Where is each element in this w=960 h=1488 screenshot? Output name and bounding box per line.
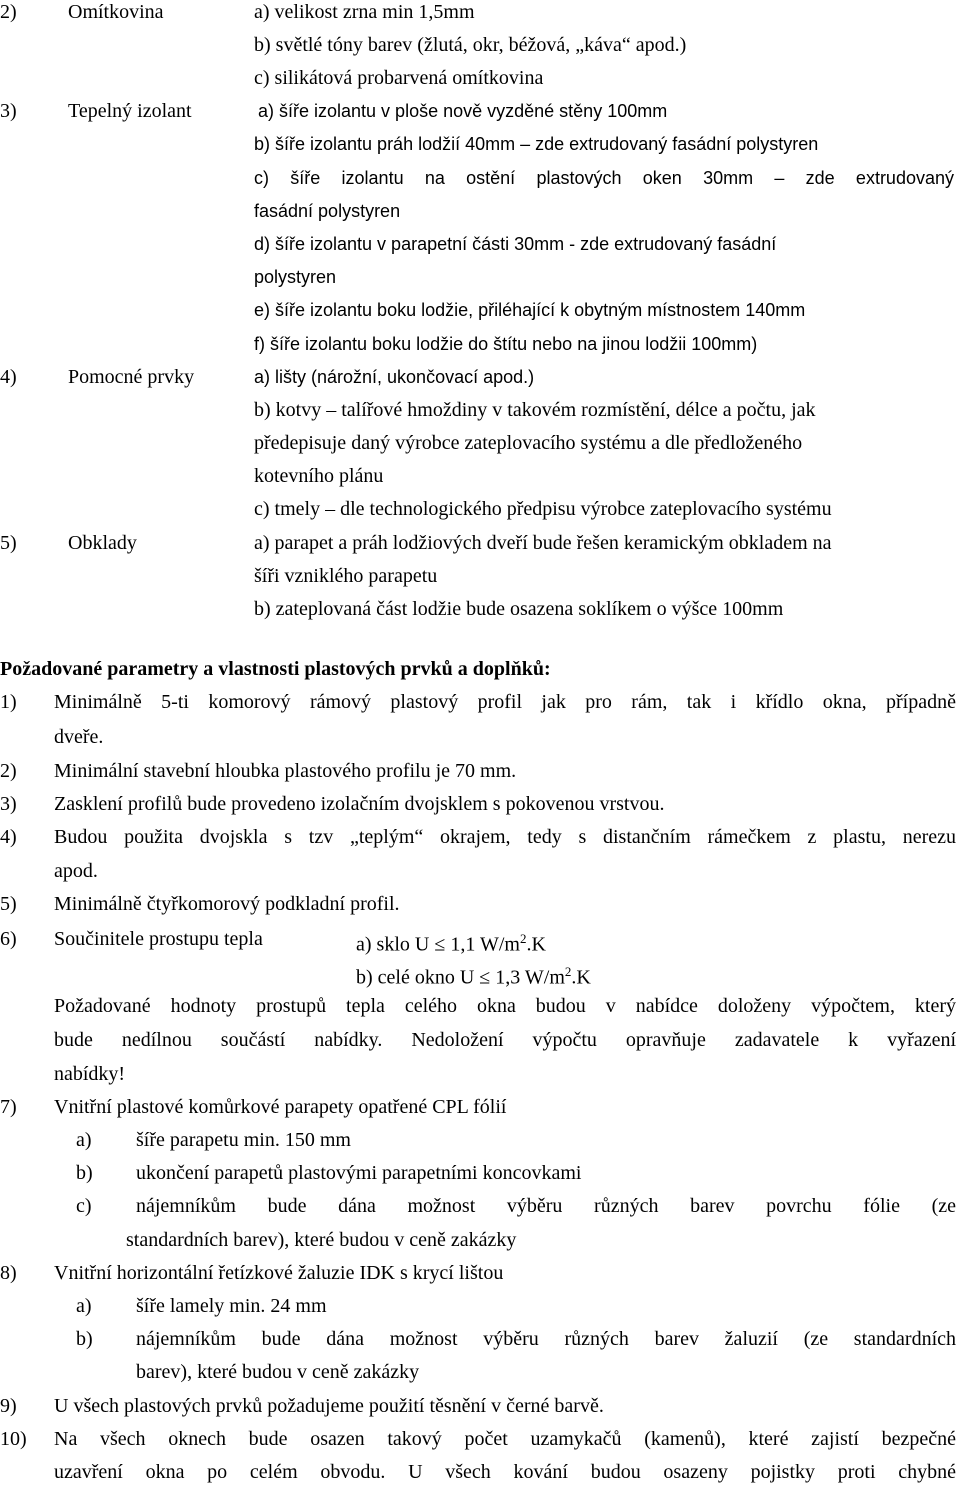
sub-line: nájemníkům bude dána možnost výběru různých barev žaluzií (ze standardních xyxy=(136,1328,956,1350)
list-item-label: Omítkovina xyxy=(68,1,164,23)
list-line: Minimální stavební hloubka plastového profilu je 70 mm. xyxy=(54,760,517,782)
sub-line: šíře lamely min. 24 mm xyxy=(136,1295,327,1317)
list-number: 6) xyxy=(0,928,17,950)
list-line: fasádní polystyren xyxy=(254,201,401,221)
sub-number: a) xyxy=(76,1295,92,1317)
list-line: Budou použita dvojskla s tzv „teplým“ okrajem, tedy s distančním rámečkem z plastu, nerezu xyxy=(54,826,956,848)
sub-line: standardních barev), které budou v ceně zakázky xyxy=(126,1229,517,1251)
list-item-label: Obklady xyxy=(68,532,137,554)
list-number: 2) xyxy=(0,760,17,782)
sub-line: barev), které budou v ceně zakázky xyxy=(136,1361,420,1383)
list-number: 4) xyxy=(0,826,17,848)
list-number: 5) xyxy=(0,532,17,554)
list-line: b) světlé tóny barev (žlutá, okr, béžová, „káva“ apod.) xyxy=(254,34,687,56)
list-line: dveře. xyxy=(54,726,104,748)
le-symbol: ≤ xyxy=(479,966,491,989)
list-line: c) šíře izolantu na ostění plastových oken 30mm – zde extrudovaný xyxy=(254,168,954,188)
list-line: f) šíře izolantu boku lodžie do štítu nebo na jinou lodžii 100mm) xyxy=(254,334,758,354)
list-number: 4) xyxy=(0,366,17,388)
list-number: 3) xyxy=(0,100,17,122)
list-line: e) šíře izolantu boku lodžie, přiléhající k obytným místnostem 140mm xyxy=(254,300,806,320)
sub-number: b) xyxy=(76,1162,93,1184)
list-number: 9) xyxy=(0,1395,17,1417)
list-item-label: Tepelný izolant xyxy=(68,100,192,122)
u-value-glass: a) sklo U ≤ 1,1 $W/m^2.K$ xyxy=(356,931,546,956)
list-line: a) šíře izolantu v ploše nově vyzděné stěny 100mm xyxy=(258,101,668,121)
paragraph-line: Požadované hodnoty prostupů tepla celého okna budou v nabídce doloženy výpočtem, který xyxy=(54,995,956,1017)
list-line: Vnitřní horizontální řetízkové žaluzie IDK s krycí lištou xyxy=(54,1262,504,1284)
sub-number: c) xyxy=(76,1195,92,1217)
le-symbol: ≤ xyxy=(434,933,446,956)
list-number: 2) xyxy=(0,1,17,23)
list-number: 10) xyxy=(0,1428,27,1450)
list-line: b) kotvy – talířové hmoždiny v takovém rozmístění, délce a počtu, jak xyxy=(254,399,816,421)
list-line: c) tmely – dle technologického předpisu výrobce zateplovacího systému xyxy=(254,498,832,520)
list-line: a) velikost zrna min 1,5mm xyxy=(254,1,475,23)
list-line: polystyren xyxy=(254,267,337,287)
list-line: Minimálně čtyřkomorový podkladní profil. xyxy=(54,893,400,915)
sub-line: nájemníkům bude dána možnost výběru různých barev povrchu fólie (ze xyxy=(136,1195,956,1217)
list-line: b) šíře izolantu práh lodžií 40mm – zde extrudovaný fasádní polystyren xyxy=(254,134,819,154)
list-number: 7) xyxy=(0,1096,17,1118)
list-line: kotevního plánu xyxy=(254,465,384,487)
sub-number: b) xyxy=(76,1328,93,1350)
list-number: 5) xyxy=(0,893,17,915)
list-line: uzavření okna po celém obvodu. U všech kování budou osazeny pojistky proti chybné xyxy=(54,1461,956,1483)
list-item-label: Součinitele prostupu tepla xyxy=(54,928,263,950)
list-line: U všech plastových prvků požadujeme použití těsnění v černé barvě. xyxy=(54,1395,604,1417)
list-line: a) lišty (nárožní, ukončovací apod.) xyxy=(254,367,535,387)
list-item-label: Pomocné prvky xyxy=(68,366,195,388)
list-line: Minimálně 5-ti komorový rámový plastový profil jak pro rám, tak i křídlo okna, případně xyxy=(54,691,956,713)
list-number: 8) xyxy=(0,1262,17,1284)
list-line: d) šíře izolantu v parapetní části 30mm - zde extrudovaný fasádní xyxy=(254,234,777,254)
paragraph-line: nabídky! xyxy=(54,1063,126,1085)
list-line: Zasklení profilů bude provedeno izolačním dvojsklem s pokovenou vrstvou. xyxy=(54,793,665,815)
list-line: předepisuje daný výrobce zateplovacího systému a dle předloženého xyxy=(254,432,803,454)
list-number: 1) xyxy=(0,691,17,713)
sub-number: a) xyxy=(76,1129,92,1151)
u-value-window: b) celé okno U ≤ 1,3 $W/m^2.K$ xyxy=(356,964,591,989)
list-line: c) silikátová probarvená omítkovina xyxy=(254,67,544,89)
sub-line: ukončení parapetů plastovými parapetními koncovkami xyxy=(136,1162,582,1184)
list-line: šíři vzniklého parapetu xyxy=(254,565,438,587)
list-line: b) zateplovaná část lodžie bude osazena soklíkem o výšce 100mm xyxy=(254,598,784,620)
list-line: Na všech oknech bude osazen takový počet uzamykačů (kamenů), které zajistí bezpečné xyxy=(54,1428,956,1450)
list-line: Vnitřní plastové komůrkové parapety opatřené CPL fólií xyxy=(54,1096,507,1118)
list-line: a) parapet a práh lodžiových dveří bude řešen keramickým obkladem na xyxy=(254,532,832,554)
paragraph-line: bude nedílnou součástí nabídky. Nedoložení výpočtu opravňuje zadavatele k vyřazení xyxy=(54,1029,956,1051)
list-number: 3) xyxy=(0,793,17,815)
section-heading: Požadované parametry a vlastnosti plastových prvků a doplňků: xyxy=(0,658,551,680)
list-line: apod. xyxy=(54,860,98,882)
sub-line: šíře parapetu min. 150 mm xyxy=(136,1129,351,1151)
